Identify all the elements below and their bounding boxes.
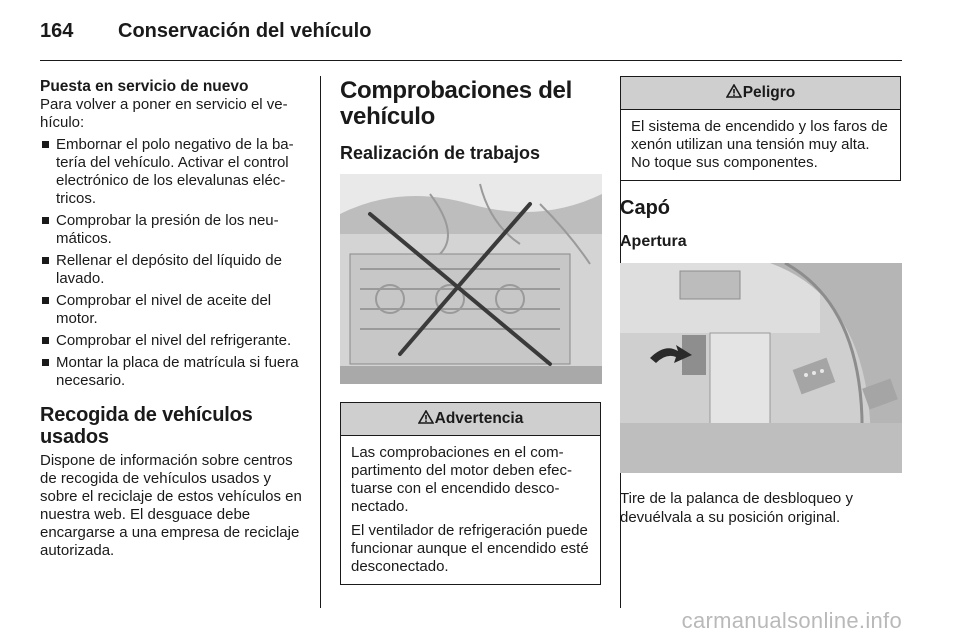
hood-release-illustration	[620, 263, 902, 473]
subsection-title-opening: Apertura	[620, 233, 687, 250]
list-item: Comprobar la presión de los neumáticos.	[40, 212, 302, 248]
danger-box	[620, 76, 901, 181]
engine-bay-image	[340, 174, 602, 384]
warning-box-title: Advertencia	[434, 410, 524, 427]
list-item: Comprobar el nivel de aceite del motor.	[40, 292, 302, 328]
section-title-hood: Capó	[620, 197, 670, 219]
danger-box-header	[621, 77, 900, 110]
column-left	[40, 78, 302, 560]
hood-release-image	[620, 263, 902, 473]
danger-box-body	[621, 110, 900, 180]
warning-paragraph: El ventilador de refrigeración puede funcionar aunque el encendido esté desconectado.	[351, 522, 589, 575]
warning-paragraph: Las comprobaciones en el compartimento del motor deben efectuarse con el encendido desconectado.	[351, 444, 572, 515]
section-intro: Para volver a poner en servicio el vehículo:	[40, 96, 288, 131]
checklist	[40, 136, 302, 390]
warning-triangle-icon	[726, 84, 742, 98]
list-item: Rellenar el depósito del líquido de lavado.	[40, 252, 302, 288]
danger-box-title: Peligro	[742, 84, 796, 101]
section-title-vehicle-checks: Comprobaciones del vehículo	[340, 77, 572, 130]
danger-paragraph: El sistema de encendido y los faros de xenón utilizan una tensión muy alta. No toque sus componentes.	[631, 118, 888, 171]
engine-bay-illustration	[340, 174, 602, 384]
column-middle	[340, 78, 602, 585]
list-item: Comprobar el nivel del refrigerante.	[40, 332, 302, 350]
section-title-recommissioning: Puesta en servicio de nuevo	[40, 78, 249, 95]
column-right	[620, 76, 902, 527]
warning-box	[340, 402, 601, 585]
warning-box-body	[341, 436, 600, 584]
subsection-title-work: Realización de trabajos	[340, 143, 541, 163]
list-item: Embornar el polo negativo de la batería del vehículo. Activar el control electrónico de los elevalunas eléctricos.	[40, 136, 302, 208]
hood-caption: Tire de la palanca de desbloqueo y devuélvala a su posición original.	[620, 490, 853, 526]
page-number: 164	[40, 20, 74, 42]
header-divider	[40, 60, 902, 61]
warning-triangle-icon	[418, 410, 434, 424]
list-item: Montar la placa de matrícula si fuera necesario.	[40, 354, 302, 390]
section-title-recycling: Recogida de vehículos usados	[40, 404, 253, 448]
page-title: Conservación del vehículo	[118, 20, 372, 42]
warning-box-header	[341, 403, 600, 436]
watermark: carmanualsonline.info	[681, 608, 902, 633]
recycling-body: Dispone de información sobre centros de recogida de vehículos usados y sobre el reciclaje de estos vehículos en nuestra web. El desguace debe encargarse a una empresa de reciclaje autorizada.	[40, 452, 302, 559]
column-divider-1	[320, 76, 321, 608]
